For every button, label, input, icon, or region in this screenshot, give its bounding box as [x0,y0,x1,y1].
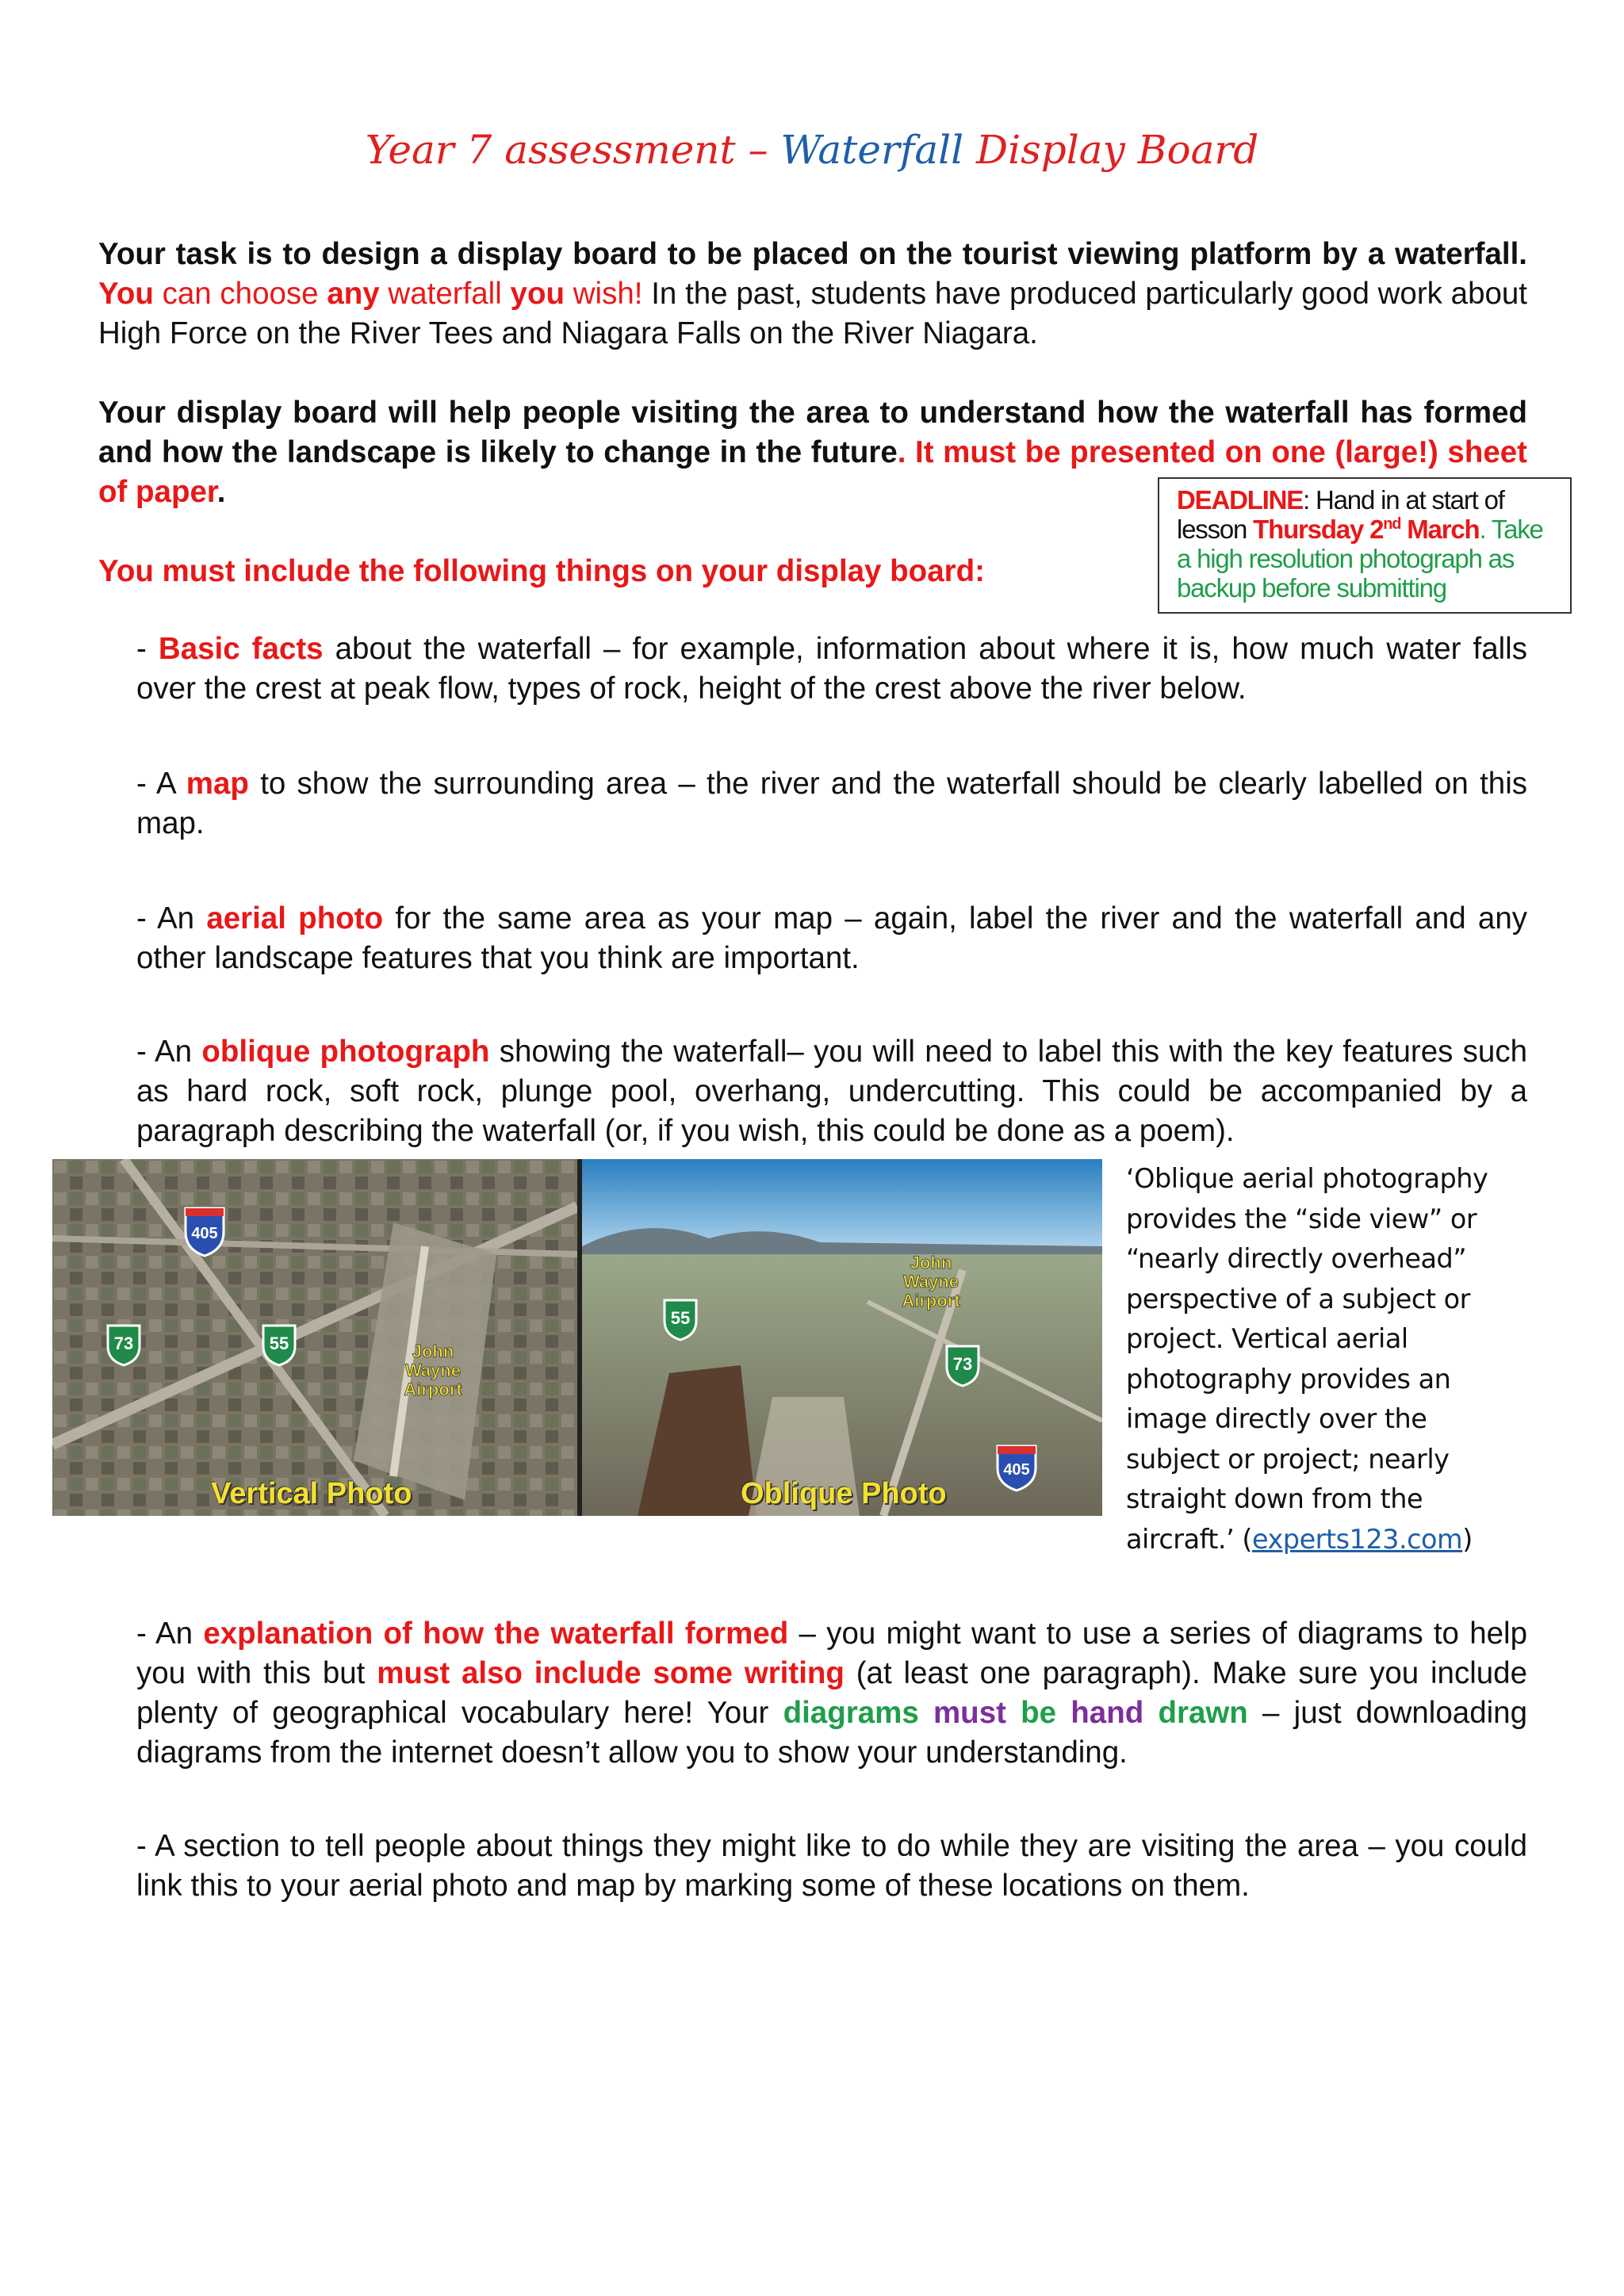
vertical-photo-image [52,1159,577,1516]
title-part-3: Display Board [963,127,1259,173]
purpose-red: . It must be presented on one (large!) sheet of paper [98,435,1527,509]
vertical-photo-caption: Vertical Photo [211,1477,412,1510]
intro-rest: In the past, students have produced particularly good work about High Force on the River Tees and Niagara Falls on the River Niagara. [98,277,1527,350]
word-diagrams: diagrams [783,1696,919,1730]
title-part-2: Waterfall [780,127,964,173]
bullet-5-pre: - An [136,1617,204,1651]
bullet-5-text-3: – just downloading diagrams from the internet doesn’t allow you to show your understanding. [136,1696,1527,1770]
bullet-6-text: - A section to tell people about things they might like to do while they are visiting the area – you could link this to your aerial photo and map by marking some of these locations on them. [136,1829,1527,1903]
bullet-3-key: aerial photo [206,901,384,936]
deadline-date-sup: nd [1383,515,1401,533]
intro-bold: Your task is to design a display board to be placed on the tourist viewing platform by a waterfall. [98,237,1527,271]
airport-label-o-2: Wayne [902,1272,959,1292]
intro-waterfall: waterfall [388,277,502,311]
airport-label-o-3: Airport [902,1291,960,1311]
intro-any: any [327,277,380,311]
aerial-photo-comparison [52,1159,1102,1516]
oblique-photo-caption: Oblique Photo [741,1477,947,1510]
deadline-date [1253,515,1479,544]
bullet-4-pre: - An [136,1035,202,1069]
shield-73-label-o: 73 [952,1354,973,1374]
intro-can-choose: can choose [162,277,319,311]
bullet-things-to-do [136,1827,1527,1906]
bullet-4-key: oblique photograph [201,1035,490,1069]
shield-405-label: 405 [191,1225,218,1242]
bullet-1-text: about the waterfall – for example, information about where it is, how much water falls over the crest at peak flow, types of rock, height of the crest above the river below. [136,632,1527,706]
bullet-explanation [136,1614,1527,1773]
experts123-link[interactable]: experts123.com [1251,1523,1463,1555]
page-title [0,127,1624,173]
quote-text: ‘Oblique aerial photography provides the “side view” or “nearly directly overhead” perspective of a subject or project. Vertical aerial photography provides an image directly over the subject or project; nearly straight down from the aircraft.’ ( [1126,1163,1488,1555]
shield-55-label-v: 55 [269,1334,289,1353]
word-must: must [933,1696,1006,1730]
deadline-label: DEADLINE [1177,485,1304,515]
bullet-2-key: map [186,767,249,801]
oblique-photo-image [582,1159,1102,1516]
deadline-text-2: . Take a high resolution photograph as backup before submitting [1177,515,1543,603]
bullet-basic-facts [136,629,1527,709]
airport-label-o-1: John [910,1253,952,1272]
oblique-photo [582,1159,1102,1516]
intro-you-2: you [510,277,565,311]
bullet-5-key: explanation of how the waterfall formed [203,1617,789,1651]
word-hand: hand [1071,1696,1144,1730]
bullet-5-text-1: – you might want to use a series of diagrams to help you with this but [136,1617,1527,1690]
deadline-date-pre: Thursday 2 [1253,515,1384,544]
shield-405-label-o: 405 [1003,1461,1030,1479]
bullet-map [136,764,1527,844]
airport-label-v-3: Airport [404,1380,462,1399]
purpose-bold: Your display board will help people visiting the area to understand how the waterfall has formed and how the landscape is likely to change in the future [98,396,1527,469]
bullet-2-text: to show the surrounding area – the river and the waterfall should be clearly labelled on this map. [136,767,1527,840]
intro-you-1: You [98,277,154,311]
bullet-3-pre: - An [136,901,207,936]
bullet-2-pre: - A [136,767,186,801]
word-be: be [1021,1696,1057,1730]
deadline-date-post: March [1400,515,1480,544]
intro-wish: wish! [573,277,643,311]
airport-label-v-2: Wayne [404,1360,462,1380]
deadline-text-1: : Hand in at start of lesson [1177,485,1504,544]
bullet-aerial-photo [136,899,1527,978]
airport-label-v-1: John [412,1341,454,1361]
bullet-5-text-2: (at least one paragraph). Make sure you include plenty of geographical vocabulary here! Your [136,1656,1527,1730]
include-heading: You must include the following things on your display board: [98,554,985,588]
quote-end: ) [1462,1523,1473,1555]
bullet-oblique-photograph [136,1032,1527,1151]
bullet-1-key: Basic facts [158,632,324,666]
intro-paragraph [98,235,1527,354]
vertical-photo [52,1159,577,1516]
shield-73-label-v: 73 [113,1334,134,1353]
bullet-5-key-2: must also include some writing [377,1656,845,1690]
oblique-definition-quote [1126,1159,1507,1559]
deadline-box [1158,477,1572,614]
shield-55-label-o: 55 [670,1308,691,1328]
bullet-1-pre: - [136,632,159,666]
title-part-1: Year 7 assessment – [365,127,781,173]
bullet-4-text: showing the waterfall– you will need to label this with the key features such as hard rock, soft rock, plunge pool, overhang, undercutting. This could be accompanied by a paragraph describing the waterfall (or, if you wish, this could be done as a poem). [136,1035,1527,1148]
purpose-end: . [216,475,226,509]
word-drawn: drawn [1158,1696,1248,1730]
bullet-3-text: for the same area as your map – again, label the river and the waterfall and any other landscape features that you think are important. [136,901,1527,975]
